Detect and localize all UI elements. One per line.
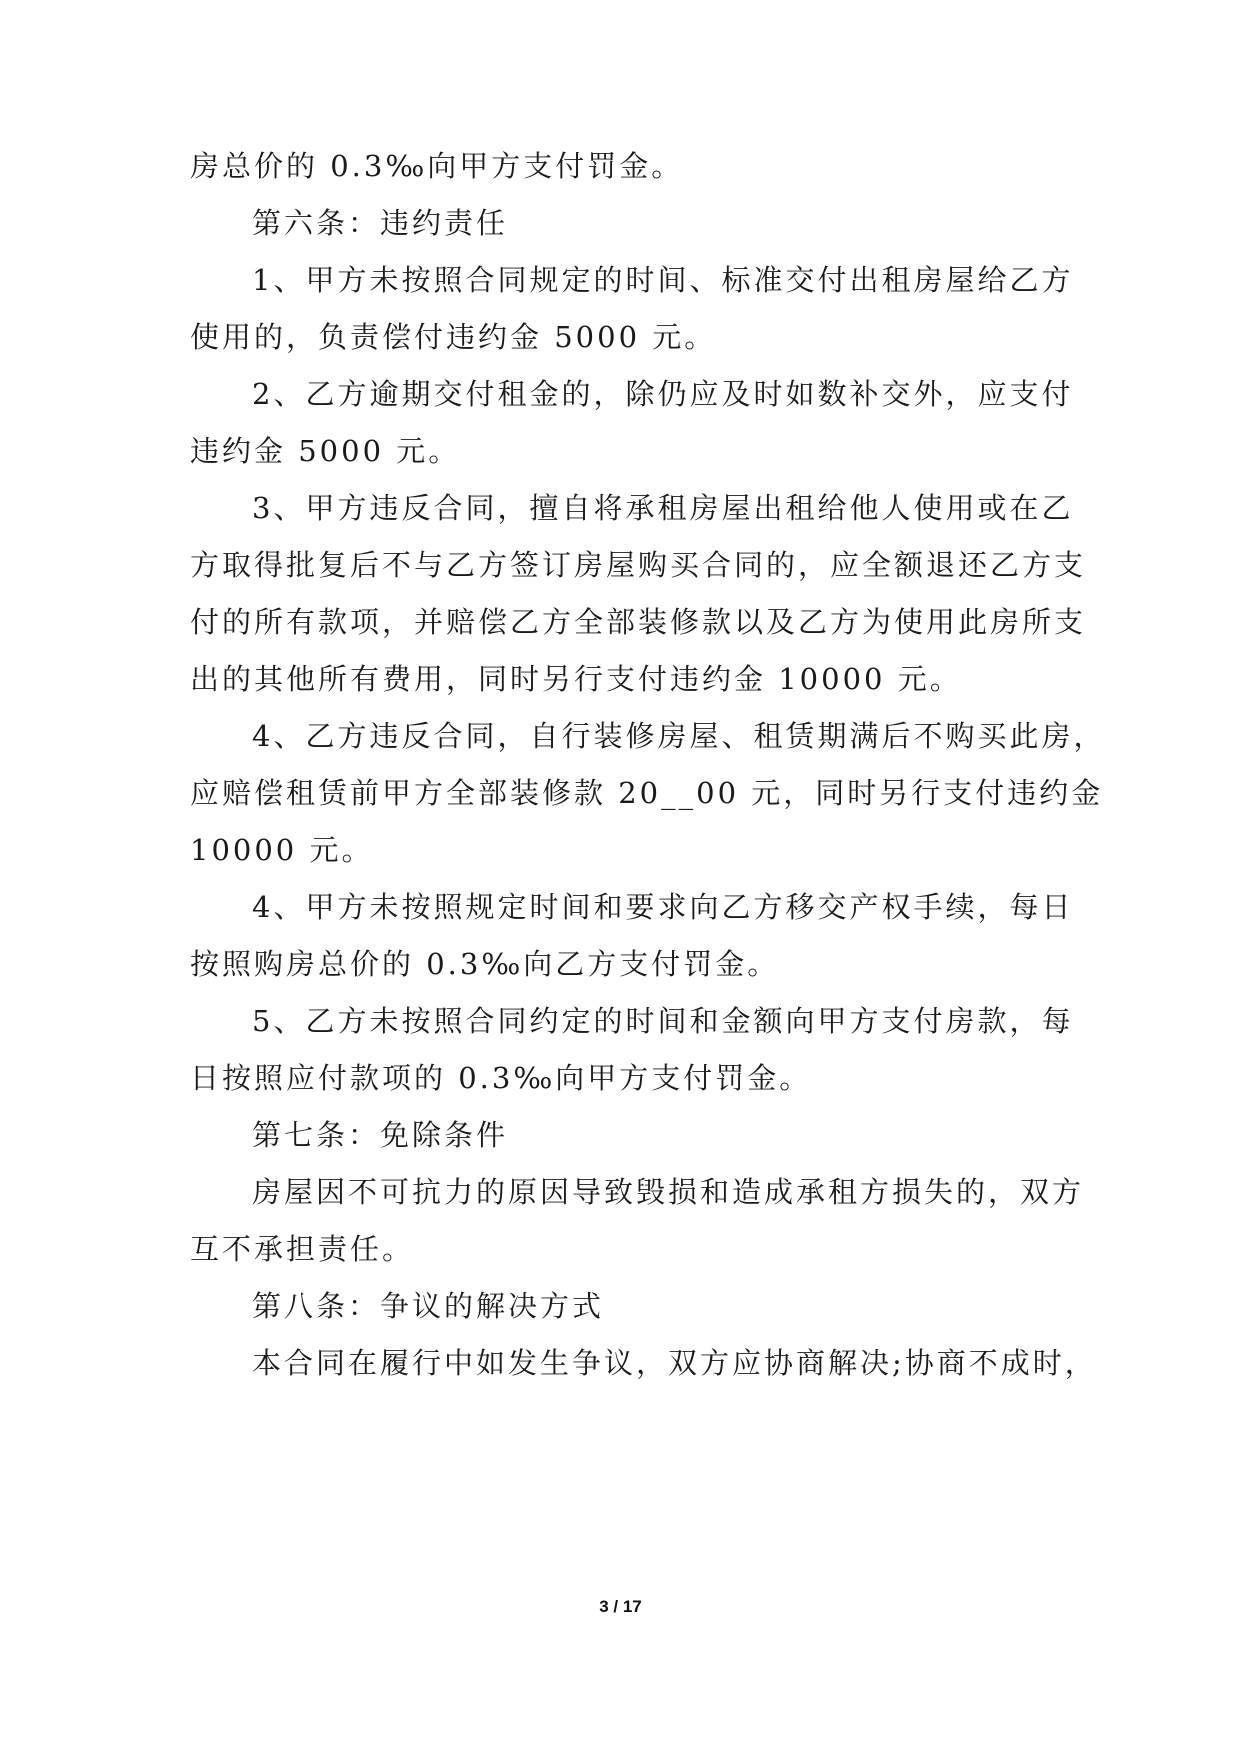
text-line: 出的其他所有费用，同时另行支付违约金 10000 元。 xyxy=(190,662,962,696)
paragraph-line: 本合同在履行中如发生争议，双方应协商解决;协商不成时， xyxy=(252,1346,1097,1380)
text-line: 房总价的 0.3‰向甲方支付罚金。 xyxy=(190,149,684,183)
text-line: 10000 元。 xyxy=(190,833,374,867)
paragraph-line: 房屋因不可抗力的原因导致毁损和造成承租方损失的，双方 xyxy=(252,1175,1085,1209)
text-line: 按照购房总价的 0.3‰向乙方支付罚金。 xyxy=(190,947,780,981)
paragraph-line: 4、乙方违反合同，自行装修房屋、租赁期满后不购买此房， xyxy=(252,719,1106,753)
section-heading: 第六条：违约责任 xyxy=(252,206,509,240)
paragraph-line: 3、甲方违反合同，擅自将承租房屋出租给他人使用或在乙 xyxy=(252,491,1074,525)
text-line: 日按照应付款项的 0.3‰向甲方支付罚金。 xyxy=(190,1061,812,1095)
paragraph-line: 2、乙方逾期交付租金的，除仍应及时如数补交外，应支付 xyxy=(252,377,1074,411)
section-heading: 第七条：免除条件 xyxy=(252,1118,509,1152)
text-line: 违约金 5000 元。 xyxy=(190,434,461,468)
text-line: 使用的，负责偿付违约金 5000 元。 xyxy=(190,320,717,354)
text-line: 应赔偿租赁前甲方全部装修款 20__00 元，同时另行支付违约金 xyxy=(190,776,1104,810)
paragraph-line: 5、乙方未按照合同约定的时间和金额向甲方支付房款，每 xyxy=(252,1004,1074,1038)
page-number: 3 / 17 xyxy=(599,1597,642,1616)
section-heading: 第八条：争议的解决方式 xyxy=(252,1289,605,1323)
paragraph-line: 1、甲方未按照合同规定的时间、标准交付出租房屋给乙方 xyxy=(252,263,1074,297)
paragraph-line: 4、甲方未按照规定时间和要求向乙方移交产权手续，每日 xyxy=(252,890,1074,924)
text-line: 方取得批复后不与乙方签订房屋购买合同的，应全额退还乙方支 xyxy=(190,548,1087,582)
text-line: 付的所有款项，并赔偿乙方全部装修款以及乙方为使用此房所支 xyxy=(190,605,1087,639)
text-line: 互不承担责任。 xyxy=(190,1232,415,1266)
